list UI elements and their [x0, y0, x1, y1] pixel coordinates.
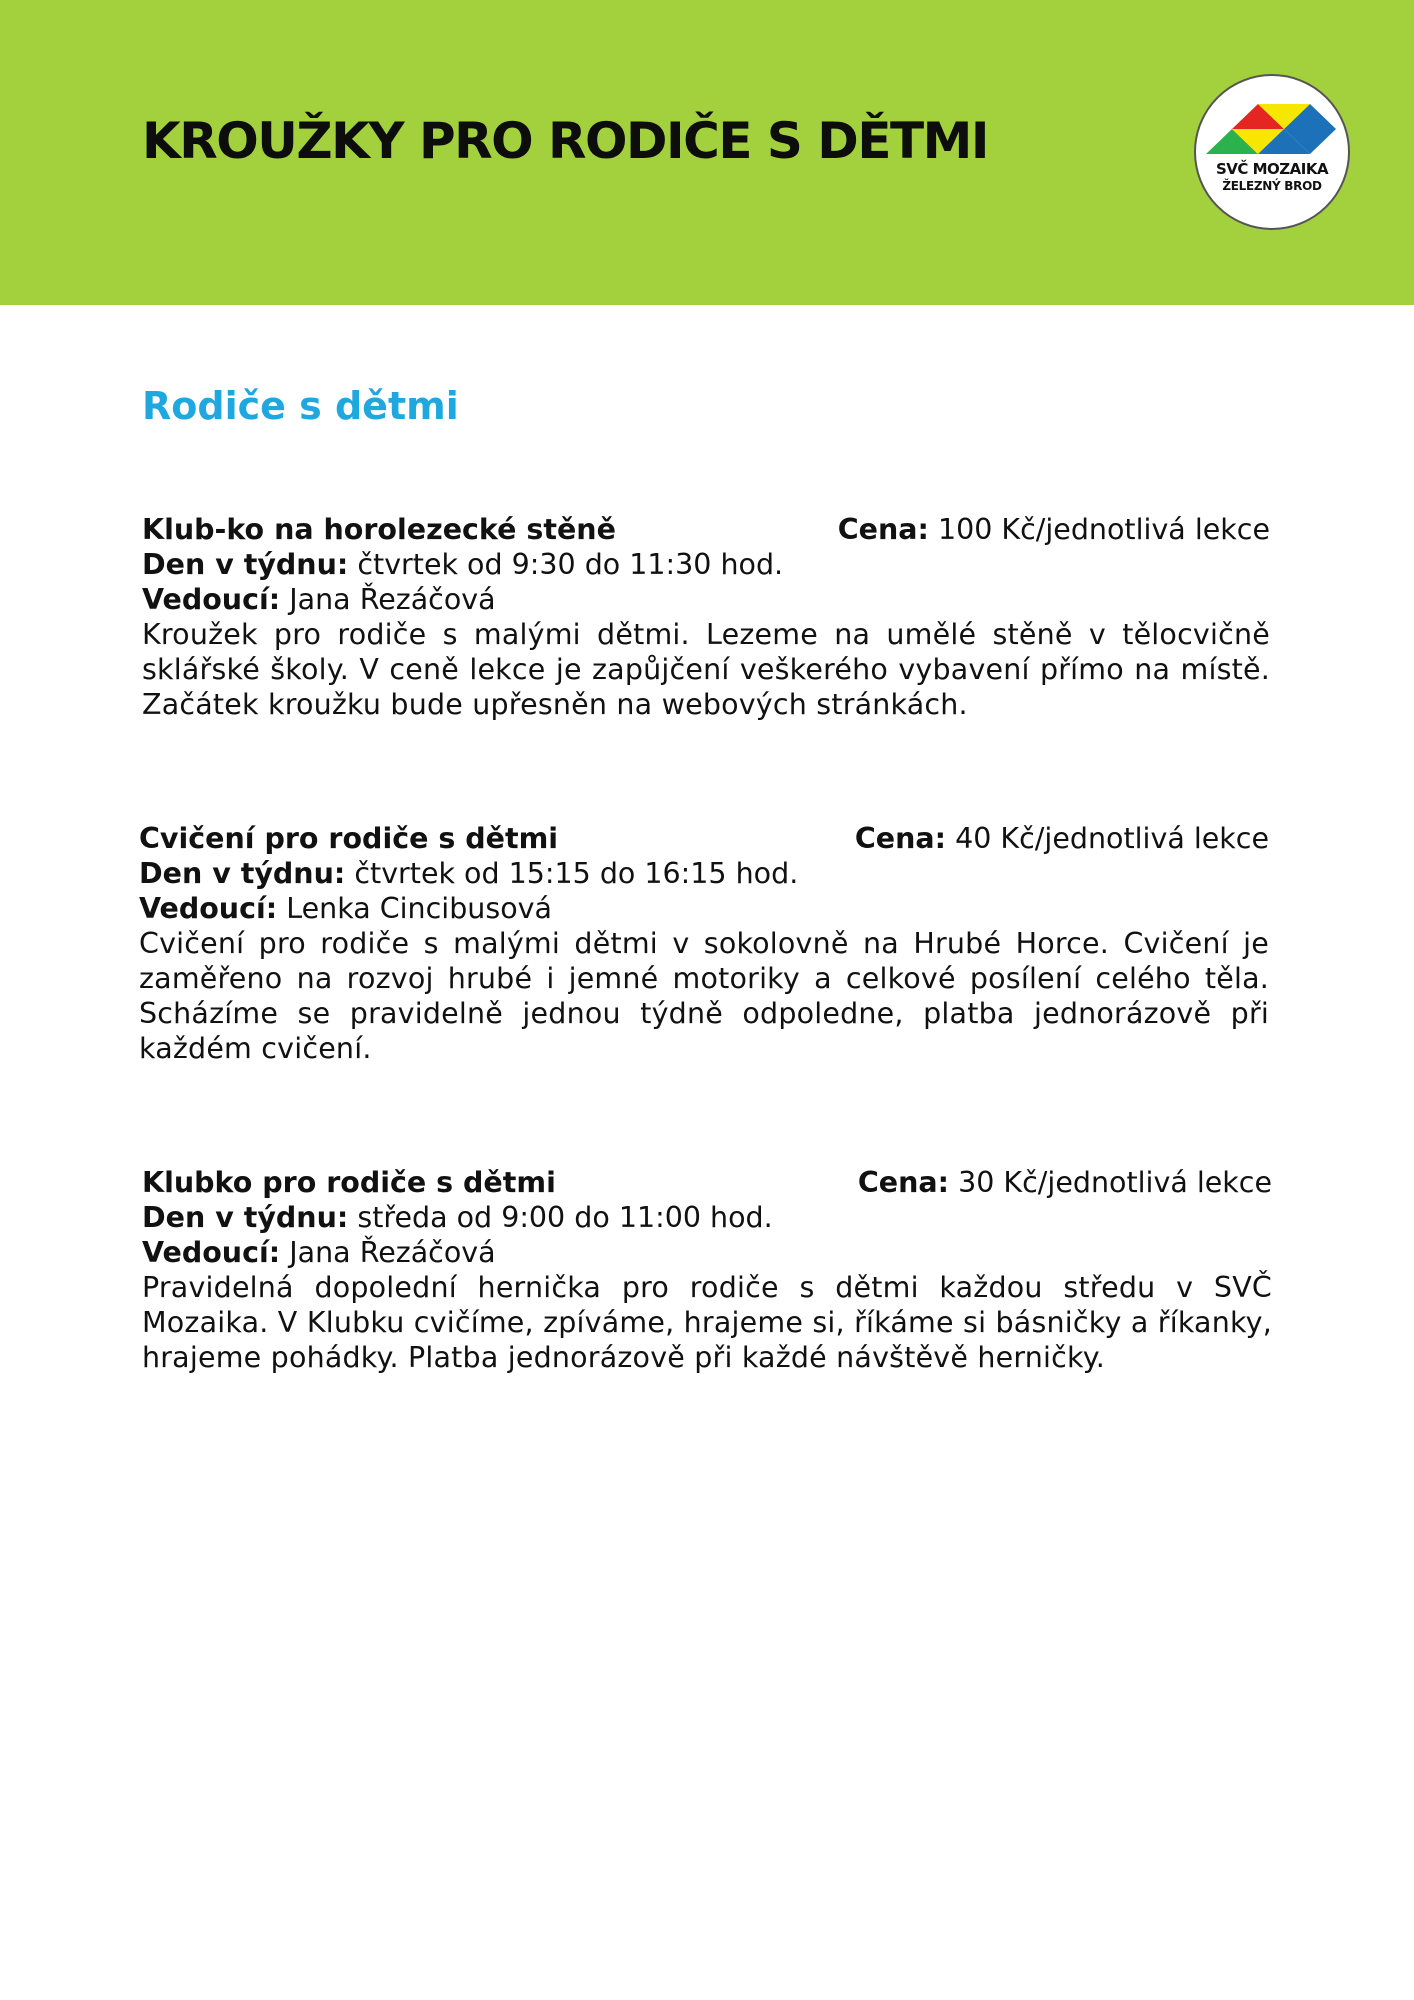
course-day	[142, 547, 1270, 582]
day-value: čtvrtek od 15:15 do 16:15 hod.	[354, 857, 799, 890]
course-price	[855, 821, 1269, 856]
price-value: 100 Kč/jednotlivá lekce	[937, 513, 1270, 546]
course-leader	[139, 891, 1269, 926]
leader-value: Jana Řezáčová	[289, 1236, 496, 1269]
leader-label: Vedoucí:	[142, 1236, 281, 1269]
svc-mozaika-logo	[1194, 74, 1350, 230]
course-block	[139, 821, 1269, 1066]
logo-triangles-icon	[1196, 76, 1348, 228]
course-price	[858, 1165, 1272, 1200]
day-value: čtvrtek od 9:30 do 11:30 hod.	[357, 548, 784, 581]
page-title: KROUŽKY PRO RODIČE S DĚTMI	[142, 112, 988, 170]
day-label: Den v týdnu:	[139, 857, 346, 890]
leader-value: Lenka Cincibusová	[286, 892, 552, 925]
course-description: Kroužek pro rodiče s malými dětmi. Lezeme na umělé stěně v tělocvičně sklářské školy. V ceně lekce je zapůjčení veškerého vybavení přímo na místě. Začátek kroužku bude upřesněn na webových stránkách.	[142, 618, 1270, 721]
course-block	[142, 1165, 1272, 1375]
leader-label: Vedoucí:	[139, 892, 278, 925]
day-label: Den v týdnu:	[142, 548, 349, 581]
course-name: Klubko pro rodiče s dětmi	[142, 1166, 556, 1199]
course-day	[142, 1200, 1272, 1235]
course-day	[139, 856, 1269, 891]
leader-value: Jana Řezáčová	[289, 583, 496, 616]
course-price	[838, 512, 1270, 547]
section-title: Rodiče s dětmi	[142, 384, 459, 428]
course-leader	[142, 1235, 1272, 1270]
price-label: Cena:	[837, 513, 929, 546]
logo-text-name: SVČ MOZAIKA	[1215, 160, 1329, 178]
price-value: 40 Kč/jednotlivá lekce	[955, 822, 1269, 855]
logo-text-town: ŽELEZNÝ BROD	[1222, 179, 1322, 193]
leader-label: Vedoucí:	[142, 583, 281, 616]
course-description: Pravidelná dopolední hernička pro rodiče s dětmi každou středu v SVČ Mozaika. V Klubku cvičíme, zpíváme, hrajeme si, říkáme si básničky a říkanky, hrajeme pohádky. Platba jednorázově při každé návštěvě herničky.	[142, 1271, 1272, 1374]
day-label: Den v týdnu:	[142, 1201, 349, 1234]
course-block	[142, 512, 1270, 722]
course-description: Cvičení pro rodiče s malými dětmi v sokolovně na Hrubé Horce. Cvičení je zaměřeno na rozvoj hrubé i jemné motoriky a celkové posílení celého těla. Scházíme se pravidelně jednou týdně odpoledne, platba jednorázově při každém cvičení.	[139, 927, 1269, 1065]
course-name: Klub-ko na horolezecké stěně	[142, 513, 616, 546]
course-name: Cvičení pro rodiče s dětmi	[139, 822, 559, 855]
price-label: Cena:	[854, 822, 947, 855]
price-label: Cena:	[857, 1166, 950, 1199]
course-leader	[142, 582, 1270, 617]
day-value: středa od 9:00 do 11:00 hod.	[357, 1201, 773, 1234]
price-value: 30 Kč/jednotlivá lekce	[958, 1166, 1272, 1199]
